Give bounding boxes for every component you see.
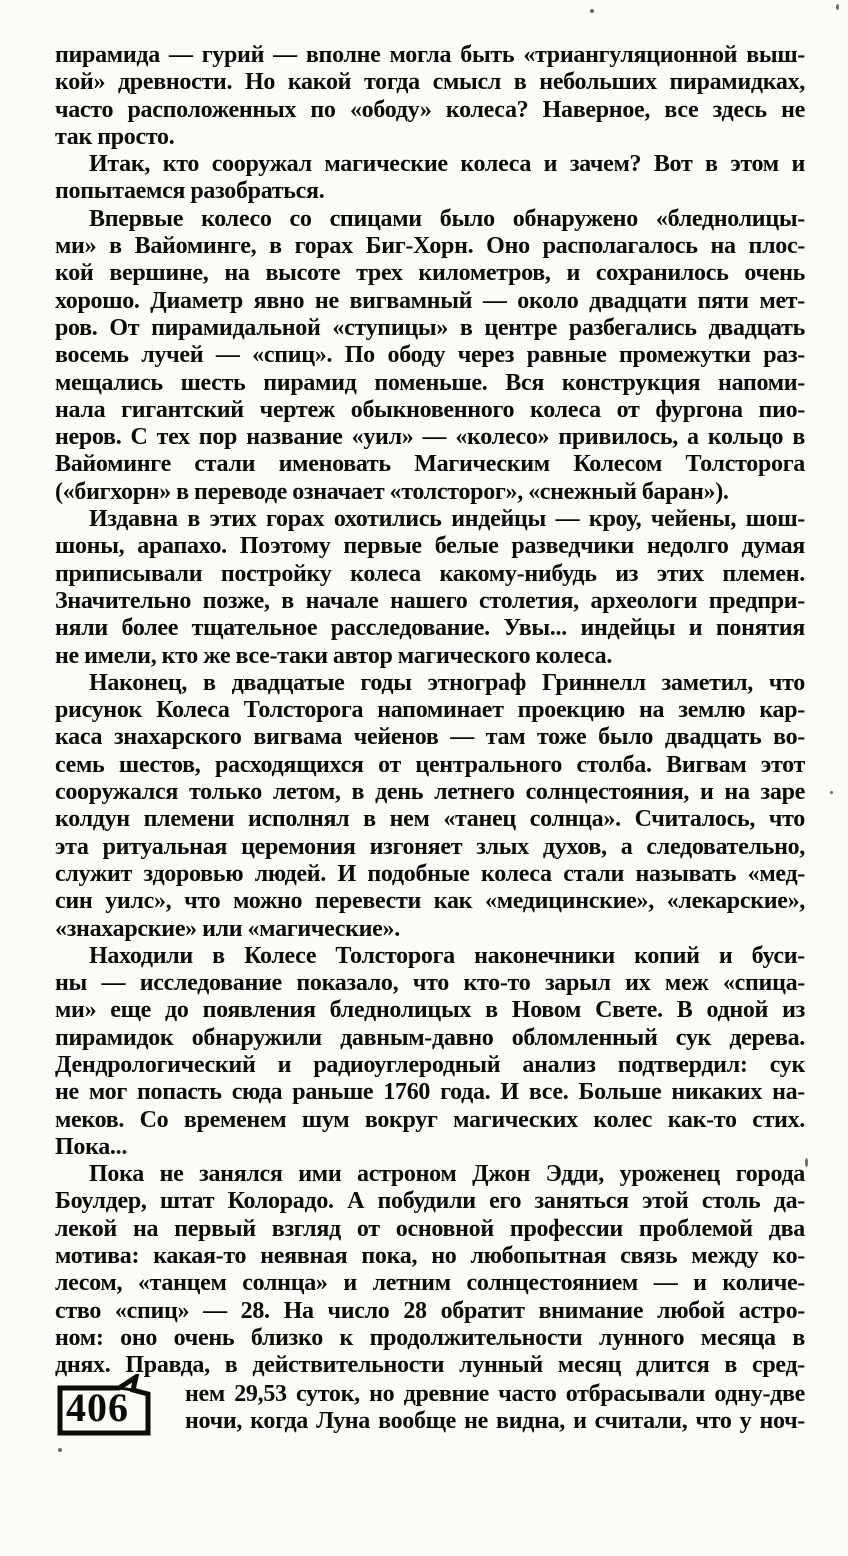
- text-line: ми» еще до появления бледнолицых в Новом Свете. В одной из: [55, 997, 805, 1024]
- text-line: так просто.: [55, 123, 175, 150]
- text-line: неров. С тех пор название «уил» — «колесо» привилось, а кольцо в: [55, 424, 805, 451]
- paragraph: [55, 506, 805, 670]
- page-number: 406: [66, 1384, 129, 1430]
- text-line: Находили в Колесе Толсторога наконечники копий и буси-: [89, 942, 805, 969]
- text-line: няли более тщательное расследование. Увы... индейцы и понятия: [55, 615, 805, 642]
- text-line: хорошо. Диаметр явно не вигвамный — около двадцати пяти мет-: [55, 287, 805, 314]
- scan-speck: [836, 4, 839, 10]
- text-line: эта ритуальная церемония изгоняет злых духов, а следовательно,: [55, 833, 805, 860]
- text-line: шоны, арапахо. Поэтому первые белые разведчики недолго думая: [55, 533, 805, 560]
- text-line: восемь лучей — «спиц». По ободу через равные промежутки раз-: [55, 342, 805, 369]
- text-line: («бигхорн» в переводе означает «толсторог», «снежный баран»).: [55, 478, 729, 505]
- text-line: не мог попасть сюда раньше 1760 года. И все. Больше никаких на-: [55, 1079, 805, 1106]
- text-line: часто расположенных по «ободу» колеса? Наверное, все здесь не: [55, 96, 805, 123]
- text-line: пирамидок обнаружили давным-давно обломленный сук дерева.: [55, 1024, 805, 1051]
- text-line: Боулдер, штат Колорадо. А побудили его заняться этой столь да-: [55, 1188, 805, 1215]
- text-line: лекой на первый взгляд от основной профессии проблемой два: [55, 1215, 805, 1242]
- paragraph: [55, 1161, 805, 1379]
- scan-speck: [830, 791, 833, 794]
- text-line: Впервые колесо со спицами было обнаружено «бледнолицы-: [89, 205, 805, 232]
- paragraph: [55, 943, 805, 1161]
- text-line: семь шестов, расходящихся от центрального столба. Вигвам этот: [55, 751, 805, 778]
- text-line: Пока не занялся ими астроном Джон Эдди, уроженец города: [89, 1161, 805, 1188]
- paragraph: [55, 670, 805, 943]
- scan-speck: [58, 1448, 62, 1452]
- text-line: каса знахарского вигвама чейенов — там тоже было двадцать во-: [55, 724, 805, 751]
- text-line: ми» в Вайоминге, в горах Биг-Хорн. Оно располагалось на плос-: [55, 233, 805, 260]
- page-number-badge: [55, 1374, 153, 1438]
- text-line: Вайоминге стали именовать Магическим Колесом Толсторога: [55, 451, 805, 478]
- text-line: мотива: какая-то неявная пока, но любопытная связь между ко-: [55, 1243, 805, 1270]
- scan-speck: [590, 9, 594, 13]
- text-line: колдун племени исполнял в нем «танец солнца». Считалось, что: [55, 806, 805, 833]
- paragraph: [55, 206, 805, 506]
- page-text: [55, 42, 805, 1380]
- text-line: приписывали постройку колеса какому-нибудь из этих племен.: [55, 560, 805, 587]
- text-line: ны — исследование показало, что кто-то зарыл их меж «спица-: [55, 970, 805, 997]
- text-line: Пока...: [55, 1133, 128, 1160]
- text-line: рисунок Колеса Толсторога напоминает проекцию на землю кар-: [55, 697, 805, 724]
- text-line: кой» древности. Но какой тогда смысл в небольших пирамидках,: [55, 69, 805, 96]
- text-line: «знахарские» или «магические».: [55, 915, 400, 942]
- paragraph: [55, 42, 805, 151]
- text-line: Издавна в этих горах охотились индейцы — кроу, чейены, шош-: [89, 506, 805, 533]
- text-line: кой вершине, на высоте трех километров, и сохранилось очень: [55, 260, 805, 287]
- text-line: меков. Со временем шум вокруг магических колес как-то стих.: [55, 1106, 805, 1133]
- text-line: лесом, «танцем солнца» и летним солнцестоянием — и количе-: [55, 1270, 805, 1297]
- scan-speck: [805, 1158, 808, 1167]
- text-line: ночи, когда Луна вообще не видна, и считали, что у ноч-: [185, 1407, 805, 1434]
- text-line: сооружался только летом, в день летнего солнцестояния, и на заре: [55, 779, 805, 806]
- text-line: нем 29,53 суток, но древние часто отбрасывали одну-две: [185, 1380, 805, 1407]
- text-line: пирамида — гурий — вполне могла быть «триангуляционной выш-: [55, 42, 805, 68]
- text-line: не имели, кто же все-таки автор магического колеса.: [55, 642, 613, 669]
- text-line: Наконец, в двадцатые годы этнограф Гриннелл заметил, что: [89, 669, 805, 696]
- text-line: Итак, кто сооружал магические колеса и зачем? Вот в этом и: [89, 151, 805, 178]
- text-line: ство «спиц» — 28. На число 28 обратит внимание любой астро-: [55, 1297, 805, 1324]
- text-line: Дендрологический и радиоуглеродный анализ подтвердил: сук: [55, 1051, 805, 1078]
- text-line: Значительно позже, в начале нашего столетия, археологи предпри-: [55, 587, 805, 614]
- paragraph: [55, 151, 805, 206]
- wrap-lines: [185, 1381, 805, 1436]
- text-line: нала гигантский чертеж обыкновенного колеса от фургона пио-: [55, 396, 805, 423]
- text-line: син уилс», что можно перевести как «медицинские», «лекарские»,: [55, 888, 805, 915]
- text-line: служит здоровью людей. И подобные колеса стали называть «мед-: [55, 860, 805, 887]
- text-line: мещались шесть пирамид поменьше. Вся конструкция напоми-: [55, 369, 805, 396]
- text-line: ном: оно очень близко к продолжительности лунного месяца в: [55, 1324, 805, 1351]
- text-line: попытаемся разобраться.: [55, 178, 325, 205]
- text-line: ров. От пирамидальной «ступицы» в центре разбегались двадцать: [55, 314, 805, 341]
- text-line: днях. Правда, в действительности лунный месяц длится в сред-: [55, 1352, 805, 1379]
- footer-row: [55, 1381, 805, 1438]
